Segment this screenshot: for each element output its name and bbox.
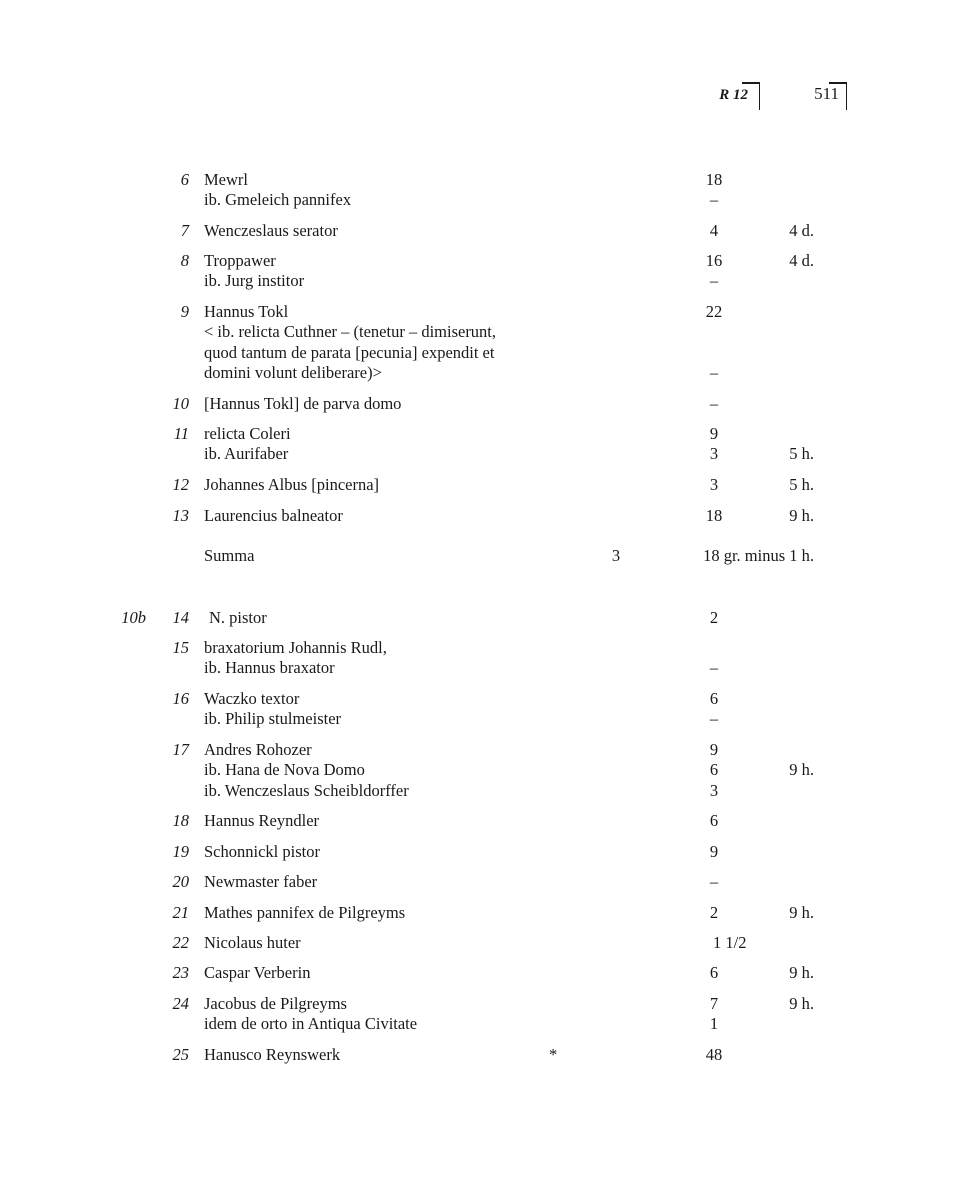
entry-line [0, 740, 960, 760]
entry-line [0, 221, 960, 241]
entry-text: Hannus Tokl [204, 302, 289, 321]
page-number: 511 [814, 84, 839, 103]
register-entry [0, 842, 960, 862]
entry-text: quod tantum de parata [pecunia] expendit et [204, 342, 495, 362]
entry-text: braxatorium Johannis Rudl, [204, 638, 387, 657]
amount-groschen: 6 [709, 811, 719, 830]
register-entry [0, 811, 960, 831]
entry-number: 14 [172, 608, 189, 627]
entry-text: ib. Philip stulmeister [204, 709, 342, 729]
entry-number: 7 [180, 221, 189, 240]
entry-number: 11 [173, 424, 189, 443]
entry-text: Andres Rohozer [204, 740, 312, 759]
register-entry [0, 170, 960, 211]
entry-number: 16 [172, 689, 189, 708]
entry-line [0, 506, 960, 526]
entry-line [0, 170, 960, 190]
entry-text: domini volunt deliberare)> [204, 363, 382, 383]
entry-text: Jacobus de Pilgreyms [204, 994, 347, 1013]
amount-groschen: – [709, 394, 719, 413]
amount-groschen: 3 [709, 475, 719, 494]
amount-groschen: 7 [709, 994, 719, 1013]
header-rule [742, 82, 760, 84]
entry-text: Summa [204, 546, 255, 565]
entry-line [0, 842, 960, 862]
entry-number: 12 [172, 475, 189, 494]
entry-number: 17 [172, 740, 189, 759]
entry-text: ib. Hana de Nova Domo [204, 760, 365, 780]
entry-line [0, 475, 960, 495]
register-entry [0, 963, 960, 983]
amount-groschen: 9 [709, 424, 719, 443]
running-header-page [800, 82, 847, 110]
entry-text: [Hannus Tokl] de parva domo [204, 394, 402, 413]
entry-number: 6 [180, 170, 189, 189]
entry-line [0, 994, 960, 1014]
entry-line [0, 963, 960, 983]
register-entry [0, 903, 960, 923]
amount-groschen: 16 [705, 251, 723, 270]
register-entry [0, 872, 960, 892]
entry-number: 21 [172, 903, 189, 922]
entry-number: 15 [172, 638, 189, 657]
amount-fraction: 9 h. [789, 760, 814, 780]
asterisk-mark: * [549, 1045, 558, 1064]
register-entry [0, 506, 960, 526]
entry-text: ib. Wenczeslaus Scheibldorffer [204, 780, 409, 800]
amount-groschen: 9 [709, 842, 719, 861]
amount-groschen: 6 [709, 760, 719, 780]
amount-groschen: – [709, 190, 719, 210]
register-entry [0, 221, 960, 241]
entry-line [0, 190, 960, 210]
entry-line [0, 343, 960, 363]
entry-text: N. pistor [209, 608, 267, 627]
amount-fraction: 9 h. [789, 506, 814, 525]
amount-groschen: – [709, 271, 719, 291]
register-entry [0, 689, 960, 730]
amount-fraction: 4 d. [789, 221, 814, 240]
amount-groschen: – [709, 709, 719, 729]
register-entry [0, 740, 960, 801]
amount-groschen: 48 [705, 1045, 723, 1064]
amount-groschen: 3 [709, 780, 719, 800]
register-entry [0, 302, 960, 384]
amount-fraction: 9 h. [789, 903, 814, 922]
amount-groschen: 3 [709, 444, 719, 464]
entry-text: Wenczeslaus serator [204, 221, 338, 240]
header-rule [829, 82, 847, 84]
entry-line [0, 658, 960, 678]
entry-number: 22 [172, 933, 189, 952]
entry-text: Mewrl [204, 170, 248, 189]
entry-line [0, 546, 960, 566]
register-entry [0, 251, 960, 292]
amount-fraction: 4 d. [789, 251, 814, 270]
entry-number: 13 [172, 506, 189, 525]
entry-text: Mathes pannifex de Pilgreyms [204, 903, 406, 922]
register-entry [0, 638, 960, 679]
amount-groschen: – [709, 658, 719, 678]
entry-line [0, 760, 960, 780]
amount-groschen: 22 [705, 302, 723, 321]
folio-marker: 10b [121, 608, 146, 627]
register-entry [0, 394, 960, 414]
amount-groschen: 18 [705, 170, 723, 189]
entry-text: Waczko textor [204, 689, 300, 708]
entry-line [0, 444, 960, 464]
register-entry [0, 994, 960, 1035]
register-entry [0, 424, 960, 465]
entry-number: 24 [172, 994, 189, 1013]
entry-line [0, 608, 960, 628]
amount-groschen: 4 [709, 221, 719, 240]
entry-text: ib. Jurg institor [204, 271, 305, 291]
entry-number: 9 [180, 302, 189, 321]
entry-number: 19 [172, 842, 189, 861]
register-entry [0, 475, 960, 495]
amount-fraction: 9 h. [789, 963, 814, 982]
summa-total: 18 gr. minus 1 h. [703, 546, 814, 565]
entry-line [0, 251, 960, 271]
entry-text: Troppawer [204, 251, 276, 270]
amount-groschen: – [709, 363, 719, 383]
entry-line [0, 709, 960, 729]
entry-line [0, 689, 960, 709]
entry-text: Caspar Verberin [204, 963, 311, 982]
entry-line [0, 933, 960, 953]
entry-text: Hannus Reyndler [204, 811, 320, 830]
entry-line [0, 302, 960, 322]
register-entry [0, 1045, 960, 1065]
entry-text: Newmaster faber [204, 872, 318, 891]
entry-text: ib. Gmeleich pannifex [204, 190, 352, 210]
summa-entry [0, 546, 960, 566]
entry-text: < ib. relicta Cuthner – (tenetur – dimiserunt, [204, 322, 497, 342]
amount-groschen: 2 [709, 903, 719, 922]
entry-text: Schonnickl pistor [204, 842, 320, 861]
amount-groschen: 1 [709, 1014, 719, 1034]
register-entry [0, 933, 960, 953]
entry-text: ib. Aurifaber [204, 444, 289, 464]
entry-number: 25 [172, 1045, 189, 1064]
summa-column-value: 3 [611, 546, 621, 565]
amount-groschen: 9 [709, 740, 719, 759]
entry-text: Laurencius balneator [204, 506, 343, 525]
entry-text: Hanusco Reynswerk [204, 1045, 341, 1064]
amount-fraction: 5 h. [789, 444, 814, 464]
entry-text: idem de orto in Antiqua Civitate [204, 1014, 418, 1034]
amount-groschen: 18 [705, 506, 723, 525]
entry-number: 8 [180, 251, 189, 270]
entry-line [0, 638, 960, 658]
entry-text: Nicolaus huter [204, 933, 301, 952]
entry-line [0, 424, 960, 444]
entry-number: 10 [172, 394, 189, 413]
entry-line [0, 322, 960, 342]
entry-text: ib. Hannus braxator [204, 658, 335, 678]
entry-line [0, 363, 960, 383]
amount-groschen: 1 1/2 [713, 933, 747, 952]
entry-line [0, 1045, 960, 1065]
header-rule [846, 82, 848, 110]
amount-fraction: 9 h. [789, 994, 814, 1013]
amount-groschen: 6 [709, 963, 719, 982]
entry-number: 23 [172, 963, 189, 982]
register-entry [0, 608, 960, 628]
entry-text: Johannes Albus [pincerna] [204, 475, 380, 494]
entry-line [0, 781, 960, 801]
amount-groschen: – [709, 872, 719, 891]
entry-line [0, 1014, 960, 1034]
section-label: R 12 [719, 87, 748, 103]
entry-line [0, 872, 960, 892]
running-header-section [700, 82, 760, 110]
entry-line [0, 811, 960, 831]
entry-number: 20 [172, 872, 189, 891]
entry-number: 18 [172, 811, 189, 830]
amount-groschen: 2 [709, 608, 719, 627]
amount-groschen: 6 [709, 689, 719, 708]
entry-line [0, 271, 960, 291]
entry-line [0, 903, 960, 923]
header-rule [759, 82, 761, 110]
entry-text: relicta Coleri [204, 424, 291, 443]
entry-line [0, 394, 960, 414]
amount-fraction: 5 h. [789, 475, 814, 494]
